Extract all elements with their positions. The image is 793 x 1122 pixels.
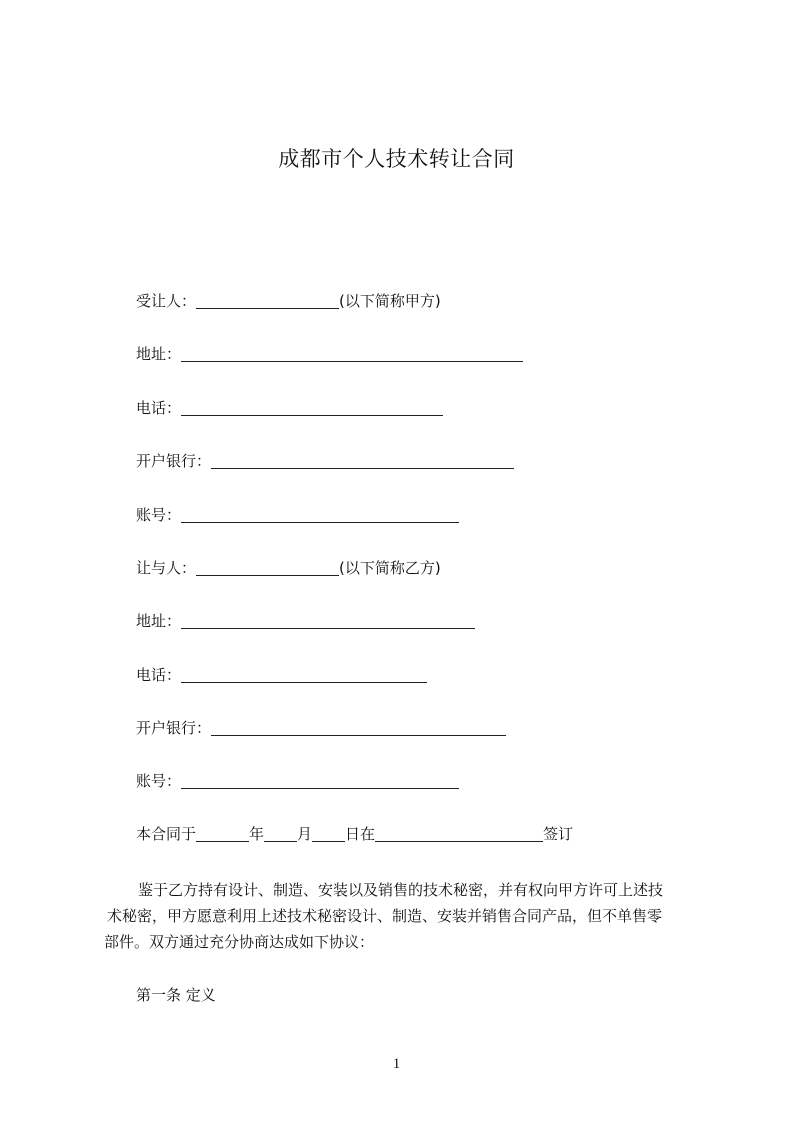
party-b-address-blank: [181, 613, 475, 629]
party-b-bank-label: 开户银行：: [136, 719, 212, 737]
party-a-bank-blank: [211, 453, 514, 469]
party-b-name-label: 让与人：: [136, 559, 197, 577]
signing-month-label: 月: [297, 825, 313, 843]
signing-day-blank: [312, 826, 345, 842]
party-b-account-field: [136, 771, 459, 791]
signing-year-blank: [196, 826, 249, 842]
party-a-name-suffix: (以下简称甲方): [339, 292, 441, 310]
party-a-phone-field: [136, 398, 443, 418]
preamble-line: 部件。双方通过充分协商达成如下协议：: [104, 933, 375, 951]
signing-month-blank: [264, 826, 297, 842]
party-a-phone-label: 电话：: [136, 399, 182, 417]
section-heading: 第一条 定义: [136, 986, 216, 1004]
party-a-account-field: [136, 505, 459, 525]
party-b-name-suffix: (以下简称乙方): [339, 559, 441, 577]
preamble-line: 鉴于乙方持有设计、制造、安装以及销售的技术秘密，并有权向甲方许可上述技: [138, 881, 664, 899]
party-a-name-field: [136, 291, 441, 311]
preamble-paragraph: [104, 877, 714, 955]
party-a-address-label: 地址：: [136, 345, 182, 363]
party-b-phone-field: [136, 665, 427, 685]
party-b-phone-blank: [181, 667, 427, 683]
party-a-name-blank: [196, 293, 339, 309]
party-b-address-field: [136, 611, 475, 631]
document-title: 成都市个人技术转让合同: [278, 147, 515, 171]
party-b-bank-field: [136, 718, 506, 738]
signing-prefix: 本合同于: [136, 825, 197, 843]
preamble-line: 术秘密，甲方愿意利用上述技术秘密设计、制造、安装并销售合同产品，但不单售零: [107, 907, 663, 925]
party-a-bank-label: 开户银行：: [136, 452, 212, 470]
party-b-phone-label: 电话：: [136, 666, 182, 684]
signing-date-field: [136, 824, 573, 844]
party-a-account-label: 账号：: [136, 506, 182, 524]
party-b-bank-blank: [211, 720, 506, 736]
party-a-bank-field: [136, 451, 514, 471]
party-a-account-blank: [181, 507, 459, 523]
party-b-address-label: 地址：: [136, 612, 182, 630]
party-b-name-field: [136, 558, 441, 578]
signing-day-at-label: 日在: [345, 825, 376, 843]
party-a-name-label: 受让人：: [136, 292, 197, 310]
party-a-phone-blank: [181, 400, 443, 416]
page-number: 1: [392, 1056, 401, 1072]
party-b-account-blank: [181, 773, 459, 789]
party-b-account-label: 账号：: [136, 772, 182, 790]
signing-signed-label: 签订: [543, 825, 574, 843]
party-a-address-field: [136, 344, 523, 364]
signing-year-label: 年: [249, 825, 265, 843]
party-b-name-blank: [196, 560, 339, 576]
party-a-address-blank: [181, 346, 523, 362]
signing-place-blank: [375, 826, 543, 842]
